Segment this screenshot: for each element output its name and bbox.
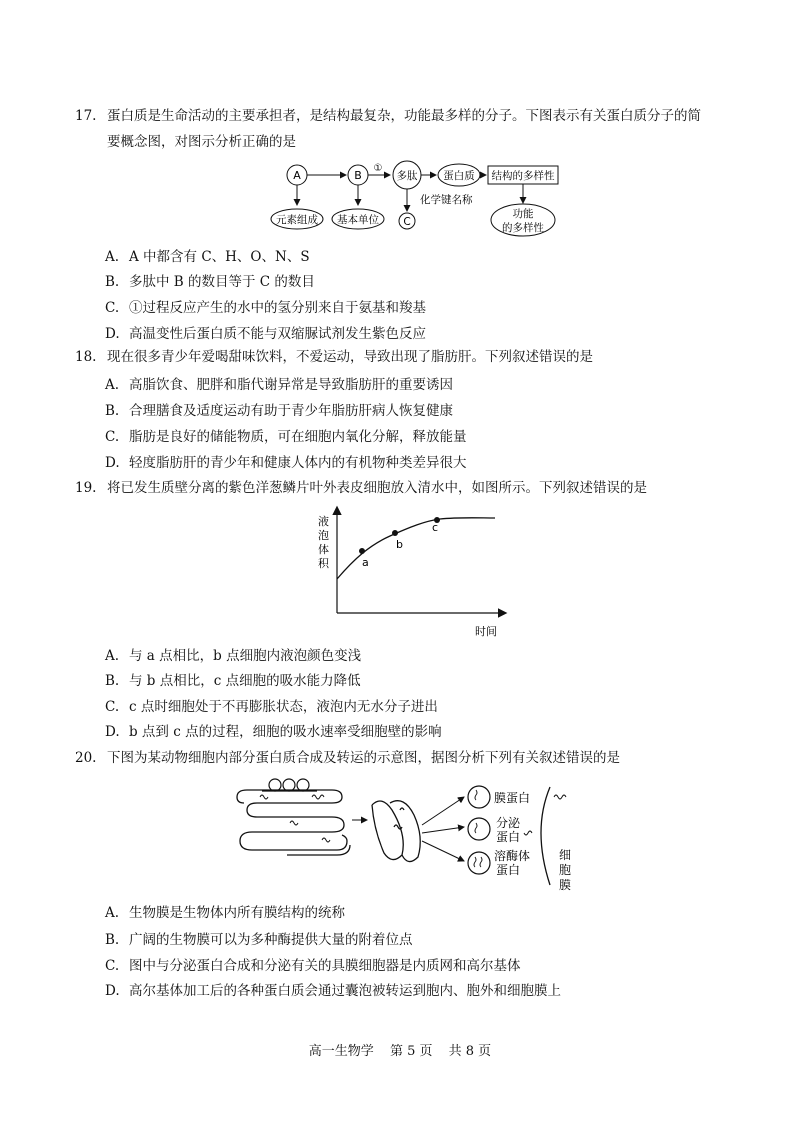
label-secretory-l2: 蛋白 [496, 830, 521, 844]
question-number: 20. [75, 750, 97, 766]
option-18c: C. 脂肪是良好的储能物质，可在细胞内氧化分解，释放能量 [105, 429, 467, 445]
label-secretory-l1: 分泌 [496, 816, 521, 830]
bond-label: 化学键名称 [420, 194, 473, 206]
question-19 [75, 475, 735, 501]
option-19d: D. b 点到 c 点的过程，细胞的吸水速率受细胞壁的影响 [105, 724, 442, 740]
node-A: A [293, 169, 301, 182]
vesicle-membrane [468, 786, 490, 808]
footer-total: 共 8 页 [448, 1044, 492, 1059]
option-17c: C. ①过程反应产生的水中的氢分别来自于氨基和羧基 [105, 300, 426, 316]
footer-page: 第 5 页 [389, 1044, 433, 1059]
question-stem: 蛋白质是生命活动的主要承担者，是结构最复杂，功能最多样的分子。下图表示有关蛋白质分子的简 [107, 108, 701, 124]
protein-concept-diagram [270, 158, 600, 238]
option-17a: A. A 中都含有 C、H、O、N、S [105, 249, 310, 265]
label-cell-membrane-3: 膜 [559, 878, 572, 892]
protein-squiggles [260, 795, 330, 842]
question-stem: 下图为某动物细胞内部分蛋白质合成及转运的示意图，据图分析下列有关叙述错误的是 [107, 750, 620, 766]
label-lysosome-l2: 蛋白 [496, 863, 521, 877]
question-17 [75, 103, 735, 155]
ribosomes [262, 779, 317, 791]
point-b-label: b [396, 538, 403, 551]
option-20b: B. 广阔的生物膜可以为多种酶提供大量的附着位点 [105, 932, 413, 948]
question-stem: 将已发生质壁分离的紫色洋葱鳞片叶外表皮细胞放入清水中，如图所示。下列叙述错误的是 [107, 480, 647, 496]
question-number: 17. [75, 108, 97, 124]
option-19a: A. 与 a 点相比，b 点细胞内液泡颜色变浅 [105, 648, 362, 664]
point-b [392, 530, 398, 536]
footer-subject: 高一生物学 [308, 1044, 374, 1059]
node-protein: 蛋白质 [443, 170, 475, 182]
question-20 [75, 745, 735, 771]
vacuole-volume-graph [310, 503, 510, 643]
label-membrane-protein: 膜蛋白 [494, 791, 531, 805]
question-stem: 现在很多青少年爱喝甜味饮料，不爱运动，导致出现了脂肪肝。下列叙述错误的是 [107, 349, 593, 365]
y-label-3: 体 [318, 543, 329, 556]
label-lysosome-l1: 溶酶体 [494, 849, 531, 863]
option-18d: D. 轻度脂肪肝的青少年和健康人体内的有机物种类差异很大 [105, 455, 467, 471]
option-19c: C. c 点时细胞处于不再膨胀状态，液泡内无水分子进出 [105, 699, 438, 715]
node-function-l1: 功能 [512, 208, 534, 220]
y-label-1: 液 [318, 515, 329, 528]
node-function-l2: 的多样性 [502, 222, 544, 234]
point-a-label: a [362, 556, 369, 569]
question-number: 19. [75, 480, 97, 496]
point-c-label: c [432, 521, 439, 534]
question-number: 18. [75, 349, 97, 365]
node-structure: 结构的多样性 [491, 170, 555, 182]
label-cell-membrane-1: 细 [559, 848, 572, 862]
node-peptide: 多肽 [396, 170, 418, 182]
cell-membrane [541, 787, 550, 885]
node-C: C [403, 216, 411, 228]
step-label: ① [373, 163, 383, 174]
option-18b: B. 合理膳食及适度运动有助于青少年脂肪肝病人恢复健康 [105, 403, 453, 419]
protein-transport-diagram [232, 775, 582, 895]
option-19b: B. 与 b 点相比，c 点细胞的吸水能力降低 [105, 673, 361, 689]
option-20c: C. 图中与分泌蛋白合成和分泌有关的具膜细胞器是内质网和高尔基体 [105, 958, 521, 974]
option-17d: D. 高温变性后蛋白质不能与双缩脲试剂发生紫色反应 [105, 326, 426, 342]
option-18a: A. 高脂饮食、肥胖和脂代谢异常是导致脂肪肝的重要诱因 [105, 377, 453, 393]
question-stem-cont: 要概念图，对图示分析正确的是 [107, 134, 296, 150]
y-label-4: 积 [318, 557, 329, 570]
node-elements: 元素组成 [276, 214, 318, 226]
golgi [372, 801, 420, 862]
node-unit: 基本单位 [337, 214, 379, 226]
option-20a: A. 生物膜是生物体内所有膜结构的统称 [105, 905, 345, 921]
label-cell-membrane-2: 胞 [559, 863, 572, 877]
y-label-2: 泡 [318, 529, 329, 542]
option-17b: B. 多肽中 B 的数目等于 C 的数目 [105, 274, 315, 290]
point-a [359, 548, 365, 554]
node-B: B [354, 169, 362, 182]
option-20d: D. 高尔基体加工后的各种蛋白质会通过囊泡被转运到胞内、胞外和细胞膜上 [105, 983, 561, 999]
page-footer [0, 1040, 800, 1059]
vesicle-lysosome [468, 852, 490, 874]
question-18 [75, 344, 735, 370]
vesicle-secretory [468, 818, 490, 840]
x-label: 时间 [475, 625, 497, 638]
